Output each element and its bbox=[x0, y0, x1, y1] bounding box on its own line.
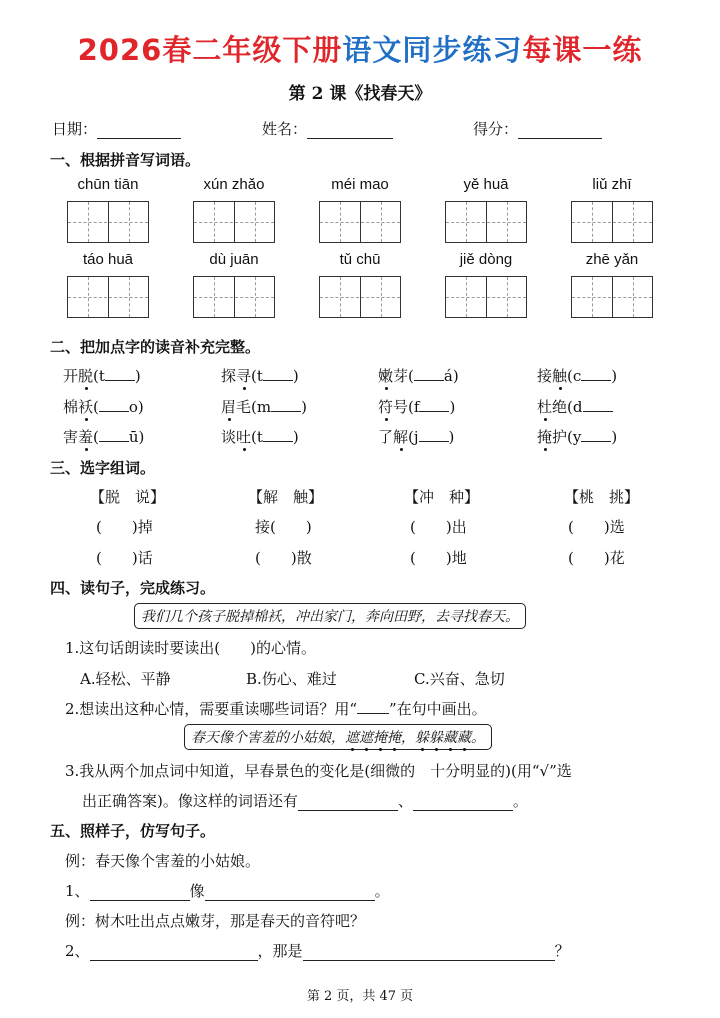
date-field: 日期： bbox=[52, 118, 181, 139]
writing-grid[interactable] bbox=[319, 201, 401, 243]
question-3: 3.我从两个加点词中知道，早春景色的变化是(细微的 十分明显的)(用“√”选 bbox=[65, 762, 572, 780]
pronunciation-item: 接触(c ) bbox=[537, 367, 618, 385]
dotted-character: 遮 bbox=[345, 730, 359, 746]
pinyin-label: zhē yǎn bbox=[585, 251, 639, 268]
page-title bbox=[0, 28, 720, 69]
choice-group-head: 【桃 挑】 bbox=[564, 488, 640, 506]
pronunciation-item: 符号(f ) bbox=[378, 398, 456, 416]
section-5-heading: 五、照样子，仿写句子。 bbox=[50, 822, 216, 840]
dotted-character: 羞 bbox=[78, 428, 94, 446]
answer-blank[interactable] bbox=[90, 944, 258, 961]
score-field: 得分： bbox=[473, 118, 602, 139]
pinyin-label: jiě dòng bbox=[459, 251, 513, 268]
dotted-character: 脱 bbox=[78, 367, 94, 385]
section-4-heading: 四、读句子，完成练习。 bbox=[50, 579, 216, 597]
pinyin-label: liǔ zhī bbox=[592, 176, 632, 193]
dotted-character: 吐 bbox=[236, 428, 252, 446]
question-3-cont: 出正确答案)。像这样的词语还有 、 。 bbox=[82, 792, 528, 810]
page-footer: 第 2 页，共 47 页 bbox=[306, 989, 414, 1004]
dotted-character: 眉 bbox=[221, 398, 237, 416]
pinyin-blank[interactable] bbox=[263, 426, 293, 442]
dotted-word bbox=[345, 730, 401, 746]
pronunciation-item: 杜绝(d bbox=[537, 396, 613, 417]
name-blank[interactable] bbox=[307, 122, 393, 139]
underline-mark bbox=[357, 703, 389, 714]
dotted-word bbox=[415, 730, 471, 746]
dotted-character: 杜 bbox=[537, 398, 553, 416]
dotted-character: 掩 bbox=[373, 730, 387, 746]
imitation-line-1: 1、 像 。 bbox=[65, 882, 390, 900]
choice-word-blank[interactable]: ( )出 bbox=[410, 518, 467, 536]
dotted-character: 藏 bbox=[457, 730, 471, 746]
writing-grid[interactable] bbox=[67, 201, 149, 243]
writing-grid[interactable] bbox=[445, 276, 527, 318]
pinyin-blank[interactable] bbox=[263, 365, 293, 381]
choice-word-blank[interactable]: ( )地 bbox=[410, 549, 467, 567]
title-part-subject: 语文同步练习 bbox=[342, 33, 523, 67]
pronunciation-item: 眉毛(m ) bbox=[221, 398, 307, 416]
writing-grid[interactable] bbox=[67, 276, 149, 318]
choice-word-blank[interactable]: ( )选 bbox=[568, 518, 625, 536]
pinyin-blank[interactable] bbox=[419, 426, 449, 442]
pinyin-blank[interactable] bbox=[271, 396, 301, 412]
lesson-title: 第 2 课《找春天》 bbox=[288, 84, 432, 104]
option-a[interactable]: A.轻松、平静 bbox=[80, 670, 171, 688]
pronunciation-item: 棉袄( o) bbox=[63, 398, 144, 416]
pinyin-label: táo huā bbox=[82, 251, 134, 268]
pinyin-label: méi mao bbox=[331, 176, 389, 193]
writing-grid[interactable] bbox=[571, 276, 653, 318]
imitation-line-2: 2、 ，那是 ？ bbox=[65, 942, 570, 960]
pinyin-blank[interactable] bbox=[419, 396, 449, 412]
section-2-heading: 二、把加点字的读音补充完整。 bbox=[50, 338, 261, 356]
writing-grid[interactable] bbox=[193, 201, 275, 243]
quoted-sentence-box: 我们几个孩子脱掉棉袄，冲出家门，奔向田野，去寻找春天。 bbox=[134, 603, 526, 629]
dotted-character: 遮 bbox=[359, 730, 373, 746]
answer-blank[interactable] bbox=[90, 884, 190, 901]
pinyin-label: dù juān bbox=[209, 251, 259, 268]
section-3-heading: 三、选字组词。 bbox=[50, 459, 156, 477]
pinyin-blank[interactable] bbox=[581, 365, 611, 381]
answer-blank[interactable] bbox=[303, 944, 555, 961]
choice-group-head: 【脱 说】 bbox=[90, 488, 166, 506]
section-1-heading: 一、根据拼音写词语。 bbox=[50, 151, 201, 169]
choice-word-blank[interactable]: ( )散 bbox=[255, 549, 312, 567]
answer-blank[interactable] bbox=[413, 794, 513, 811]
pronunciation-item: 了解(j ) bbox=[378, 428, 455, 446]
question-1: 1.这句话朗读时要读出( )的心情。 bbox=[65, 639, 317, 657]
title-part-practice: 每课一练 bbox=[522, 33, 643, 67]
answer-blank[interactable] bbox=[205, 884, 375, 901]
writing-grid[interactable] bbox=[571, 201, 653, 243]
dotted-character: 触 bbox=[552, 367, 568, 385]
pronunciation-item: 开脱(t ) bbox=[63, 367, 141, 385]
pronunciation-item: 谈吐(t ) bbox=[221, 428, 299, 446]
example-2: 例：树木吐出点点嫩芽，那是春天的音符吧？ bbox=[65, 912, 366, 930]
dotted-character: 躲 bbox=[415, 730, 429, 746]
pinyin-label: xún zhǎo bbox=[203, 176, 265, 193]
choice-word-blank[interactable]: ( )话 bbox=[96, 549, 153, 567]
pronunciation-item: 害羞( ū) bbox=[63, 428, 145, 446]
dotted-character: 寻 bbox=[236, 367, 252, 385]
name-field: 姓名： bbox=[262, 118, 393, 139]
pinyin-blank[interactable] bbox=[99, 426, 129, 442]
option-c[interactable]: C.兴奋、急切 bbox=[414, 670, 505, 688]
example-1: 例：春天像个害羞的小姑娘。 bbox=[65, 852, 261, 870]
pronunciation-item: 嫩芽( á) bbox=[378, 367, 459, 385]
pronunciation-item: 掩护(y ) bbox=[537, 428, 618, 446]
pinyin-blank[interactable] bbox=[99, 396, 129, 412]
pinyin-blank[interactable] bbox=[581, 426, 611, 442]
pinyin-label: tǔ chū bbox=[339, 251, 381, 268]
pinyin-blank[interactable] bbox=[414, 365, 444, 381]
choice-word-blank[interactable]: ( )花 bbox=[568, 549, 625, 567]
question-2: 2.想读出这种心情，需要重读哪些词语？用“ ”在句中画出。 bbox=[65, 700, 487, 718]
dotted-character: 藏 bbox=[443, 730, 457, 746]
dotted-character: 嫩 bbox=[378, 367, 394, 385]
dotted-character: 躲 bbox=[429, 730, 443, 746]
choice-group-head: 【冲 种】 bbox=[404, 488, 480, 506]
pinyin-blank[interactable] bbox=[105, 365, 135, 381]
writing-grid[interactable] bbox=[319, 276, 401, 318]
date-blank[interactable] bbox=[97, 122, 181, 139]
choice-group-head: 【解 触】 bbox=[248, 488, 324, 506]
dotted-character: 袄 bbox=[78, 398, 94, 416]
dotted-character: 解 bbox=[393, 428, 409, 446]
dotted-character: 掩 bbox=[387, 730, 401, 746]
pinyin-label: chūn tiān bbox=[77, 176, 139, 193]
writing-grid[interactable] bbox=[445, 201, 527, 243]
score-blank[interactable] bbox=[518, 122, 602, 139]
option-b[interactable]: B.伤心、难过 bbox=[246, 670, 337, 688]
choice-word-blank[interactable]: ( )掉 bbox=[96, 518, 153, 536]
dotted-character: 掩 bbox=[537, 428, 553, 446]
pronunciation-item: 探寻(t ) bbox=[221, 367, 299, 385]
dotted-character: 符 bbox=[378, 398, 394, 416]
pinyin-blank[interactable] bbox=[583, 396, 613, 412]
answer-blank[interactable] bbox=[298, 794, 398, 811]
writing-grid[interactable] bbox=[193, 276, 275, 318]
quoted-sentence-box: 春天像个害羞的小姑娘，遮遮掩掩，躲躲藏藏。 bbox=[184, 724, 492, 750]
title-part-grade: 2026春二年级下册 bbox=[77, 33, 343, 67]
pinyin-label: yě huā bbox=[463, 176, 509, 193]
choice-word-blank[interactable]: 接( ) bbox=[255, 518, 312, 536]
